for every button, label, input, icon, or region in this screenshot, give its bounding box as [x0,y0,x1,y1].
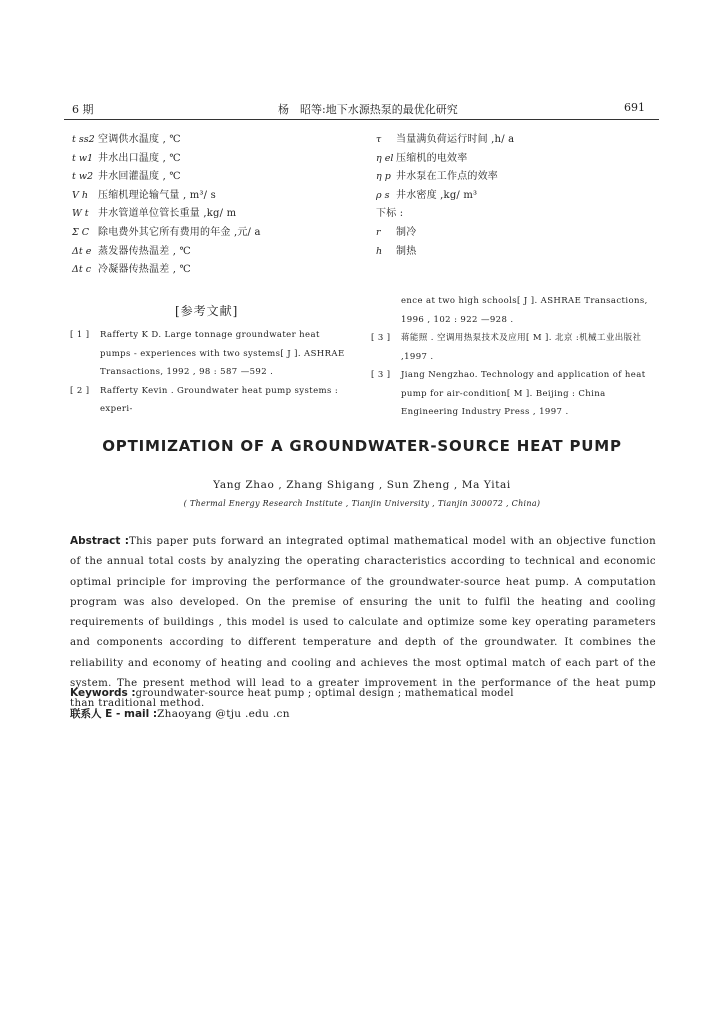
nomenclature-item [72,205,261,224]
nomenclature-text: 井水管道单位管长重量 ,kg/ m [98,208,237,220]
nomenclature-text: 冷凝器传热温差 , ℃ [98,264,191,276]
header-running-title: 杨 昭等:地下水源热泵的最优化研究 [278,103,458,116]
abstract-label: Abstract : [70,535,129,547]
nomenclature-symbol: Δt e [72,245,92,257]
english-title: OPTIMIZATION OF A GROUNDWATER-SOURCE HEAT PUMP [102,437,622,455]
nomenclature-text: 当量满负荷运行时间 ,h/ a [396,134,515,145]
references-right [371,292,659,422]
nomenclature-item [72,243,261,262]
nomenclature-symbol: t ss2 [72,134,95,145]
reference-item [70,382,350,419]
nomenclature-text: 除电费外其它所有费用的年金 ,元/ a [98,226,261,238]
reference-text: Jiang Nengzhao. Technology and application of heat pump for air-condition[ M ]. Beijing : China Engineering Industry Press , 1997 . [401,370,646,417]
reference-number: [ 1 ] [70,330,90,340]
nomenclature-item [376,224,514,243]
reference-item [371,329,659,366]
nomenclature-text: 井水回灌温度 , ℃ [98,171,181,183]
nomenclature-text: 制冷 [396,226,417,238]
nomenclature-item [376,150,514,169]
nomenclature-item [376,243,514,262]
reference-text: 蒋能照 . 空调用热泵技术及应用[ M ]. 北京 :机械工业出版社 ,1997 . [401,333,642,362]
references-title: [参考文献] [175,304,239,318]
nomenclature-right [376,131,514,261]
reference-continuation [371,292,659,329]
nomenclature-item [376,168,514,187]
nomenclature-symbol: η p [376,171,391,183]
reference-item [371,366,659,422]
contact-email [70,706,290,721]
nomenclature-symbol: τ [376,134,382,145]
reference-text: ence at two high schools[ J ]. ASHRAE Transactions, 1996 , 102 : 922 —928 . [401,296,648,325]
nomenclature-text: 井水泵在工作点的效率 [396,171,498,183]
nomenclature-text: 蒸发器传热温差 , ℃ [98,245,191,257]
header-rule [64,119,659,120]
nomenclature-symbol: t w2 [72,171,94,183]
nomenclature-item [72,168,261,187]
nomenclature-text: 空调供水温度 , ℃ [98,134,181,145]
english-authors: Yang Zhao , Zhang Shigang , Sun Zheng , Ma Yitai [213,479,511,491]
subscript-heading: 下标 : [376,208,404,220]
nomenclature-symbol: t w1 [72,152,94,164]
nomenclature-symbol: h [376,245,383,257]
nomenclature-left [72,131,261,280]
nomenclature-symbol: η el [376,152,394,164]
nomenclature-item [72,131,261,150]
nomenclature-symbol: Σ C [72,226,90,238]
nomenclature-item [72,187,261,206]
nomenclature-symbol: ρ s [376,189,390,201]
keywords-label: Keywords : [70,687,136,699]
reference-number: [ 3 ] [371,333,391,343]
contact-text[interactable]: Zhaoyang @tju .edu .cn [157,708,290,720]
nomenclature-symbol: r [376,226,381,238]
nomenclature-text: 压缩机理论输气量 , m³/ s [98,189,216,201]
references-left [70,326,350,419]
nomenclature-item [376,205,514,224]
nomenclature-symbol: Δt c [72,264,92,276]
nomenclature-item [72,261,261,280]
reference-text: Rafferty Kevin . Groundwater heat pump systems : experi- [100,385,339,414]
nomenclature-item [376,187,514,206]
reference-number: [ 2 ] [70,385,90,396]
nomenclature-text: 压缩机的电效率 [396,152,468,164]
reference-number: [ 3 ] [371,370,391,380]
nomenclature-text: 井水密度 ,kg/ m³ [396,189,478,201]
nomenclature-item [72,224,261,243]
keywords-text: groundwater-source heat pump ; optimal design ; mathematical model [135,688,514,699]
nomenclature-item [376,131,514,150]
nomenclature-symbol: V h [72,189,88,201]
header-page-number: 691 [624,101,645,114]
contact-label: 联系人 E - mail : [70,708,158,720]
english-affiliation: ( Thermal Energy Research Institute , Tianjin University , Tianjin 300072 , China) [183,499,541,508]
keywords [70,687,514,699]
header-issue: 6 期 [72,103,94,116]
nomenclature-text: 井水出口温度 , ℃ [98,152,181,164]
nomenclature-symbol: W t [72,208,89,220]
abstract-text: This paper puts forward an integrated optimal mathematical model with an objective function of the annual total costs by analyzing the operating characteristics according to technical and economic optimal principle for improving the performance of the groundwater-source heat pump. A computation program was also developed. On the premise of ensuring the unit to fulfil the heating and cooling requirements of buildings , this model is used to calculate and optimize some key operating parameters and components according to different temperature and depth of the groundwater. It combines the reliability and economy of heating and cooling and achieves the most optimal match of each part of the system. The present method will lead to a greater improvement in the performance of the heat pump than traditional method. [70,536,656,710]
nomenclature-text: 制热 [396,245,417,257]
reference-text: Rafferty K D. Large tonnage groundwater heat pumps - experiences with two systems[ J ]. ASHRAE Transactions, 1992 , 98 : 587 —592 . [100,330,345,377]
reference-item [70,326,350,382]
nomenclature-item [72,150,261,169]
